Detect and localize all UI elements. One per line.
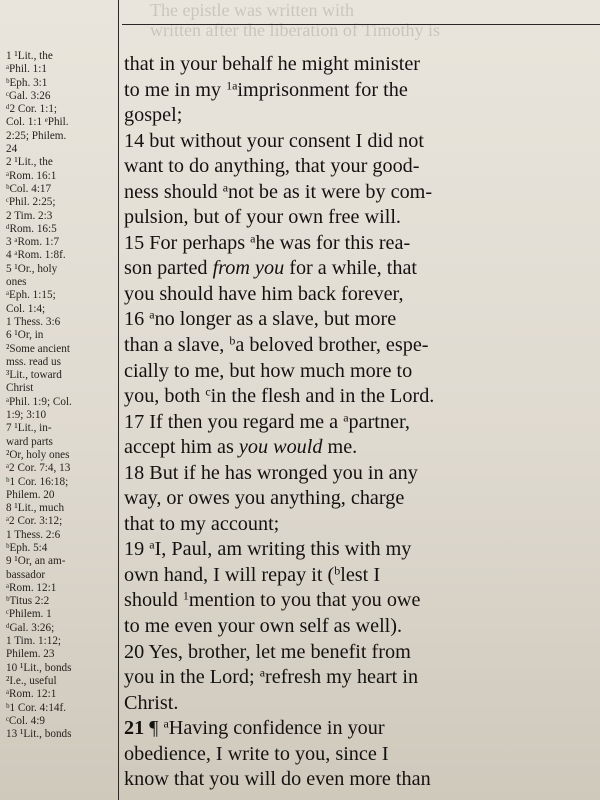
text-line: you, both $^c$in the flesh and in the Lord. — [124, 384, 435, 408]
marginal-note-line: ᵇ1 Cor. 4:14f. — [6, 701, 67, 714]
marginal-note-line: ones — [6, 276, 27, 289]
marginal-note-line: ᵃPhil. 1:9; Col. — [6, 395, 72, 408]
verse-number: 19 — [124, 538, 145, 561]
text-line: son parted from you for a while, that — [124, 257, 418, 280]
marginal-note-line: Philem. 23 — [6, 648, 55, 661]
marginal-note-line: Christ — [6, 382, 34, 395]
marginal-note-line: ᵇEph. 5:4 — [6, 541, 48, 554]
marginal-note-line: 24 — [6, 143, 18, 156]
marginal-note-line: 7 ¹Lit., in- — [6, 422, 52, 435]
marginal-note-line: bassador — [6, 568, 46, 581]
text-line: Christ. — [124, 691, 179, 714]
marginal-note-line: ᵇCol. 4:17 — [6, 182, 52, 195]
marginal-note-line: 13 ¹Lit., bonds — [6, 728, 72, 741]
marginal-note-line: 8 ¹Lit., much — [6, 502, 65, 515]
text-line: want to do anything, that your good- — [124, 155, 420, 178]
marginal-note-line: ᵈ2 Cor. 1:1; — [6, 103, 58, 116]
marginal-note-line: ³Lit., toward — [6, 369, 62, 382]
footnote-ref: a — [163, 716, 169, 731]
footnote-ref: 1a — [226, 77, 238, 92]
verse-number: 17 — [124, 410, 145, 433]
text-line: 19 $^a$I, Paul, am writing this with my — [124, 537, 412, 561]
text-line: pulsion, but of your own free will. — [124, 206, 401, 229]
footnote-ref: a — [259, 665, 266, 680]
marginal-note-line: 1 Thess. 3:6 — [6, 315, 61, 328]
footnote-ref: a — [250, 231, 256, 246]
verse-number: 15 — [124, 231, 145, 254]
marginal-note-line: 2 ¹Lit., the — [6, 156, 53, 169]
verse-number: 21 — [124, 717, 145, 740]
marginal-note-line: ᵈRom. 16:5 — [6, 222, 57, 235]
margin-rule — [118, 0, 119, 800]
text-line: 20 Yes, brother, let me benefit from — [124, 640, 411, 663]
footnote-ref: b — [229, 333, 236, 348]
marginal-note-line: Philem. 20 — [6, 488, 55, 501]
marginal-note-line: 10 ¹Lit., bonds — [6, 661, 72, 674]
bleed-line: The epistle was written with — [150, 0, 354, 20]
marginal-note-line: 3 ᵃRom. 1:7 — [6, 236, 60, 249]
text-line: that to my account; — [124, 512, 280, 535]
marginal-note-line: ᵃRom. 16:1 — [6, 169, 57, 182]
marginal-note-line: 2 Tim. 2:3 — [6, 209, 53, 222]
italic-text: you would — [238, 436, 323, 459]
marginal-note-line: ᵇ1 Cor. 16:18; — [6, 475, 69, 488]
text-line: cially to me, but how much more to — [124, 359, 413, 382]
marginal-notes — [6, 50, 114, 741]
bleed-line: written after the liberation of Timothy is — [150, 20, 440, 40]
marginal-note-line: Col. 1:1 ᵉPhil. — [6, 116, 69, 129]
text-line: 14 but without your consent I did not — [124, 129, 424, 152]
marginal-note-line: ᶜCol. 4:9 — [6, 714, 45, 727]
text-line: accept him as you would me. — [124, 436, 358, 459]
scripture-text — [124, 52, 598, 793]
text-line: you in the Lord; $^a$refresh my heart in — [124, 665, 419, 689]
marginal-note-line: ²Some ancient — [6, 342, 70, 355]
footnote-ref: b — [334, 563, 341, 578]
marginal-note-line: 1:9; 3:10 — [6, 409, 47, 422]
text-line: 15 For perhaps $^a$he was for this rea- — [124, 231, 411, 254]
marginal-note-line: ᵃPhil. 1:1 — [6, 63, 47, 76]
text-line: you should have him back forever, — [124, 282, 404, 305]
verse-number: 18 — [124, 461, 145, 484]
footnote-ref: a — [149, 307, 155, 322]
text-line: gospel; — [124, 104, 183, 127]
footnote-ref: c — [205, 384, 211, 399]
marginal-note-line: ᵃ2 Cor. 3:12; — [6, 515, 63, 528]
marginal-note-line: mss. read us — [6, 355, 61, 368]
marginal-note-line: 1 ¹Lit., the — [6, 50, 53, 62]
marginal-note-line: ᵇEph. 3:1 — [6, 76, 48, 89]
italic-text: from you — [212, 257, 285, 280]
text-line: own hand, I will repay it ($^b$lest I — [124, 563, 381, 586]
text-line: 17 If then you regard me a $^a$partner, — [124, 410, 410, 433]
text-line: 16 $^a$no longer as a slave, but more — [124, 307, 397, 331]
marginal-note-line: ᵃRom. 12:1 — [6, 688, 57, 701]
marginal-note-line: 2:25; Philem. — [6, 129, 67, 142]
marginal-note-line: 5 ¹Or., holy — [6, 262, 58, 275]
text-line: that in your behalf he might minister — [124, 53, 421, 75]
header-rule — [122, 24, 600, 25]
marginal-note-line: ²Or, holy ones — [6, 448, 70, 461]
text-line: way, or owes you anything, charge — [124, 487, 405, 510]
text-line: to me even your own self as well). — [124, 615, 403, 638]
marginal-note-line: 1 Thess. 2:6 — [6, 528, 61, 541]
text-line: should $^1$mention to you that you owe — [124, 588, 421, 612]
marginal-note-line: 1 Tim. 1:12; — [6, 635, 62, 648]
marginal-note-line: ᵃEph. 1:15; — [6, 289, 56, 302]
marginal-note-line: ᵃ2 Cor. 7:4, 13 — [6, 462, 71, 475]
marginal-note-line: ward parts — [6, 435, 53, 448]
text-line: than a slave, $^b$a beloved brother, espe- — [124, 333, 429, 357]
footnote-ref: a — [222, 180, 229, 195]
marginal-note-line: ᵃRom. 12:1 — [6, 581, 57, 594]
footnote-ref: a — [343, 410, 349, 425]
marginal-note-line: ²I.e., useful — [6, 674, 57, 687]
marginal-note-line: ᶜPhil. 2:25; — [6, 196, 56, 209]
text-line: to me in my $^{1a}$imprisonment for the — [124, 77, 408, 101]
marginal-note-line: Col. 1:4; — [6, 302, 46, 315]
text-line: 21 ¶ $^a$Having confidence in your — [124, 716, 385, 740]
footnote-ref: a — [149, 537, 155, 552]
verse-number: 14 — [124, 129, 145, 152]
text-line: obedience, I write to you, since I — [124, 742, 389, 765]
text-line: 18 But if he has wronged you in any — [124, 461, 418, 484]
verse-number: 16 — [124, 308, 145, 331]
marginal-note-line: 4 ᵃRom. 1:8f. — [6, 249, 66, 262]
marginal-note-line: ᵈGal. 3:26; — [6, 621, 55, 634]
marginal-note-line: ᵇTitus 2:2 — [6, 595, 50, 608]
marginal-note-line: 9 ¹Or, an am- — [6, 555, 66, 568]
text-line: ness should $^a$not be as it were by com- — [124, 180, 433, 203]
bleed-through-text — [150, 0, 590, 40]
verse-number: 20 — [124, 640, 145, 663]
marginal-note-line: ᶜGal. 3:26 — [6, 89, 51, 102]
marginal-note-line: ᶜPhilem. 1 — [6, 608, 52, 621]
footnote-ref: 1 — [182, 588, 189, 603]
pilcrow: ¶ — [144, 717, 164, 740]
marginal-note-line: 6 ¹Or, in — [6, 329, 44, 342]
text-line: know that you will do even more than — [124, 768, 431, 791]
